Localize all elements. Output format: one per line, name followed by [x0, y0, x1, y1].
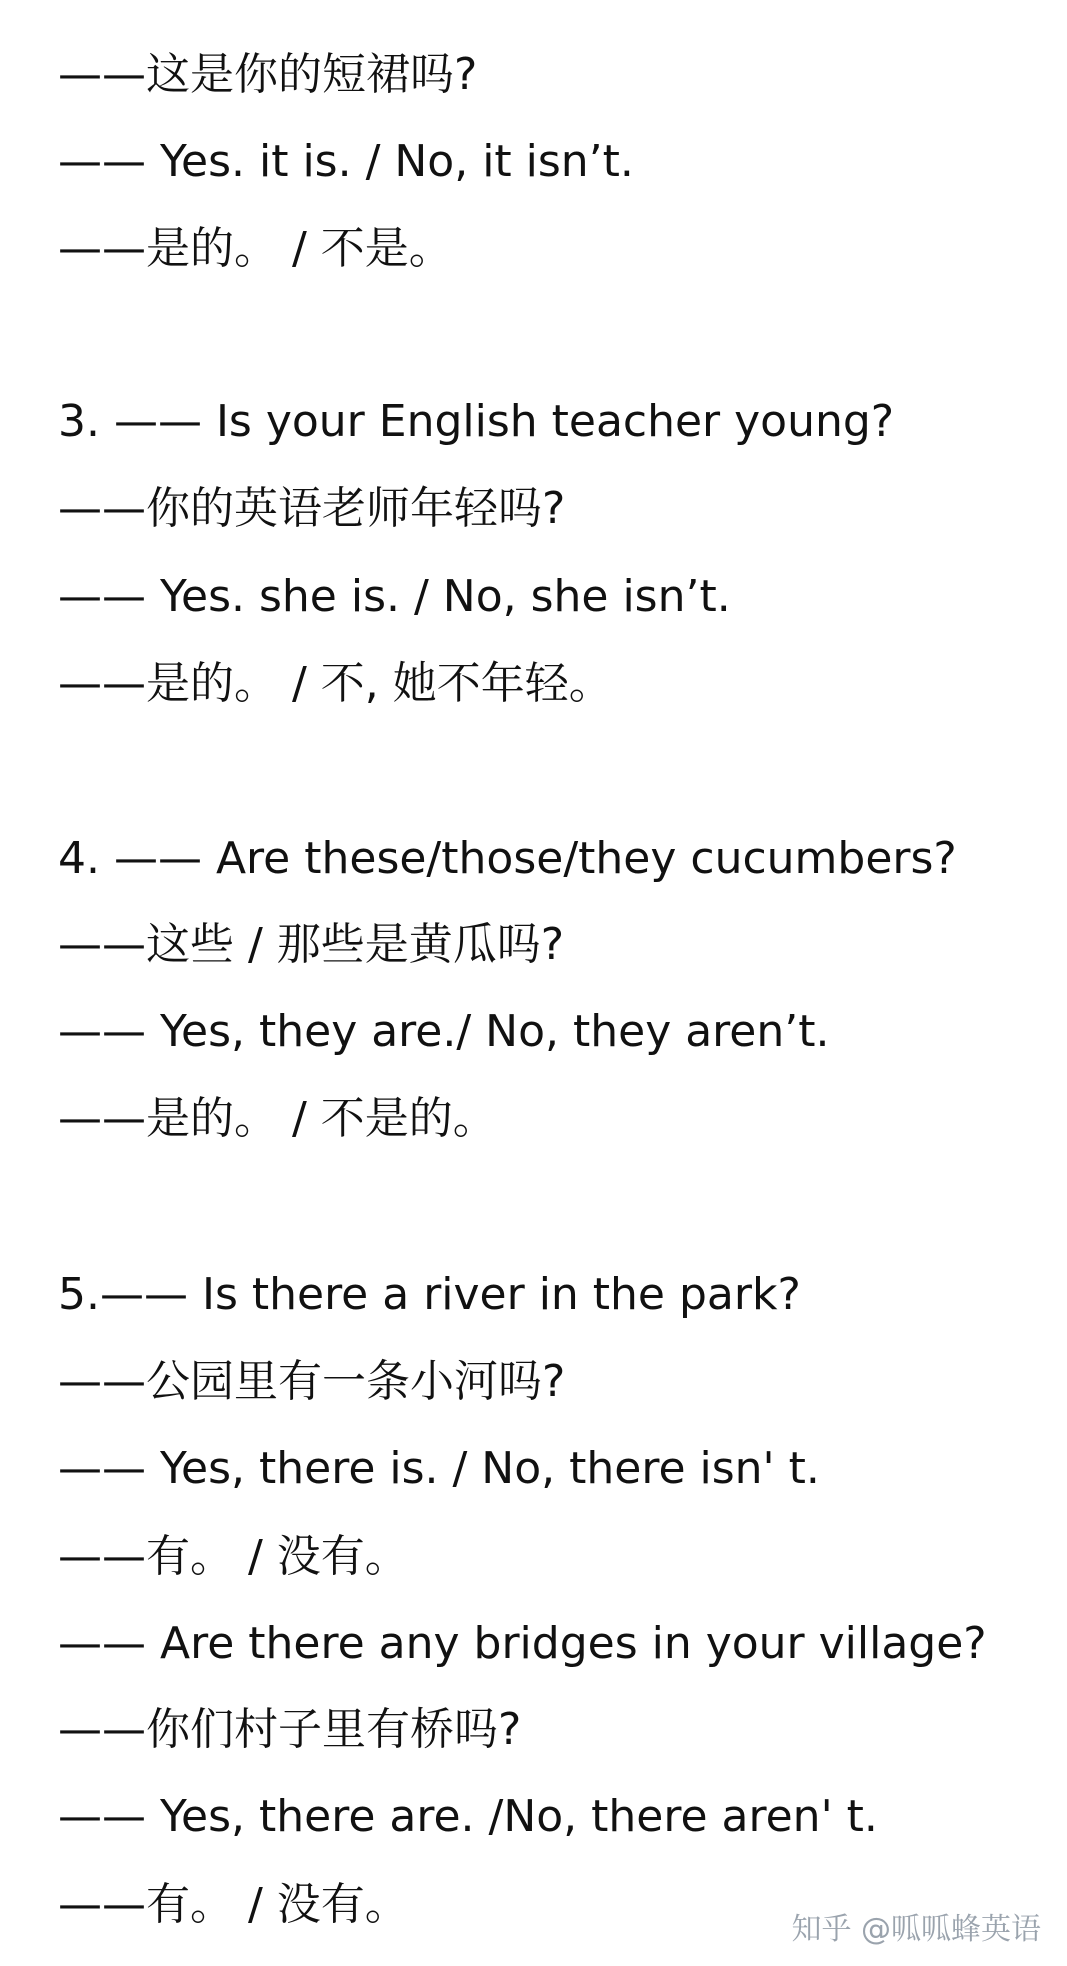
text-line: 5.—— Is there a river in the park? [58, 1269, 801, 1320]
watermark: 知乎 @呱呱蜂英语 [791, 1912, 1041, 1947]
text-line: ——你们村子里有桥吗? [58, 1704, 522, 1755]
text-line: ——是的。 / 不, 她不年轻。 [58, 658, 613, 709]
text-line: —— Yes, there is. / No, there isn' t. [58, 1443, 820, 1494]
text-line: ——是的。 / 不是的。 [58, 1093, 497, 1144]
text-line: —— Yes. she is. / No, she isn’t. [58, 571, 731, 622]
text-line: ——你的英语老师年轻吗? [58, 483, 566, 534]
text-line: —— Are there any bridges in your village? [58, 1618, 987, 1669]
text-line: ——有。 / 没有。 [58, 1879, 409, 1930]
text-line: ——是的。 / 不是。 [58, 223, 453, 274]
text-line: ——这些 / 那些是黄瓜吗? [58, 919, 565, 970]
text-line: 3. —— Is your English teacher young? [58, 396, 895, 447]
text-line: 4. —— Are these/those/they cucumbers? [58, 833, 957, 884]
text-line: —— Yes, they are./ No, they aren’t. [58, 1006, 830, 1057]
text-line: ——公园里有一条小河吗? [58, 1356, 566, 1407]
text-line: —— Yes. it is. / No, it isn’t. [58, 136, 634, 187]
text-line: —— Yes, there are. /No, there aren' t. [58, 1791, 878, 1842]
text-line: ——有。 / 没有。 [58, 1531, 409, 1582]
text-line: ——这是你的短裙吗? [58, 49, 478, 100]
